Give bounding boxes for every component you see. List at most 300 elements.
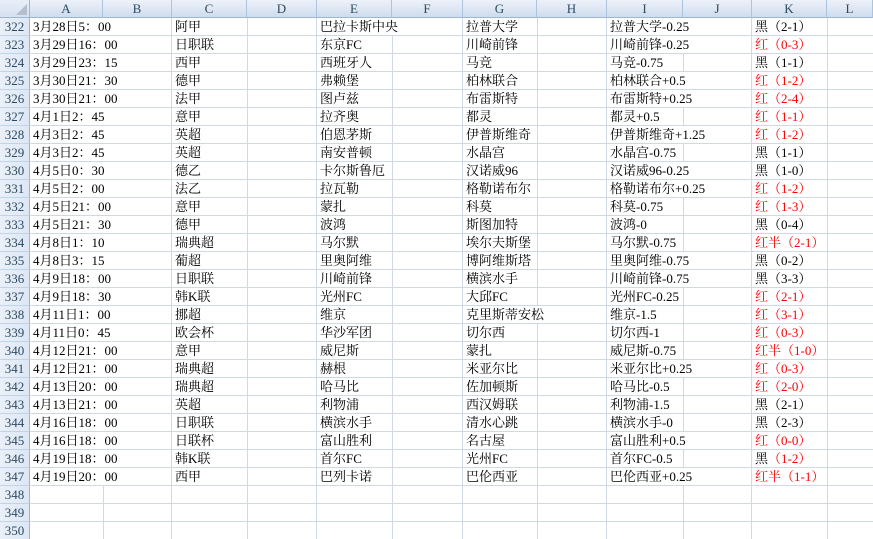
cell-league[interactable] <box>172 396 317 414</box>
cell-text <box>755 127 811 142</box>
cell-handicap[interactable] <box>607 468 752 486</box>
cell-time[interactable] <box>30 270 172 288</box>
cell-result[interactable] <box>752 36 873 54</box>
cell-league[interactable] <box>172 270 317 288</box>
cell-away-team[interactable] <box>463 90 607 108</box>
cell-away-team[interactable] <box>463 360 607 378</box>
column-header-K[interactable]: K <box>752 0 827 18</box>
cell-text: 埃尔夫斯堡 <box>466 235 532 250</box>
cell-text: 4月12日21：00 <box>33 361 118 376</box>
cell-result[interactable] <box>752 522 873 539</box>
cell-handicap[interactable] <box>607 72 752 90</box>
cell-time[interactable] <box>30 216 172 234</box>
cell-text: 川崎前锋 <box>320 271 373 286</box>
cell-result[interactable] <box>752 450 873 468</box>
gridline <box>392 414 393 431</box>
cell-handicap[interactable] <box>607 486 752 504</box>
row-header[interactable]: 335 <box>0 252 30 270</box>
row-header[interactable]: 331 <box>0 180 30 198</box>
row-header[interactable]: 333 <box>0 216 30 234</box>
cell-text: 4月13日21：00 <box>33 397 118 412</box>
row-header[interactable]: 345 <box>0 432 30 450</box>
cell-time[interactable] <box>30 234 172 252</box>
cell-time[interactable] <box>30 36 172 54</box>
cell-home-team[interactable] <box>317 522 463 539</box>
cell-home-team[interactable] <box>317 486 463 504</box>
cell-league[interactable] <box>172 378 317 396</box>
row-header[interactable]: 341 <box>0 360 30 378</box>
cell-time[interactable] <box>30 342 172 360</box>
cell-handicap[interactable] <box>607 396 752 414</box>
row-header[interactable]: 325 <box>0 72 30 90</box>
cell-result[interactable] <box>752 324 873 342</box>
cell-time[interactable] <box>30 108 172 126</box>
table-row <box>0 234 873 252</box>
cell-league[interactable] <box>172 288 317 306</box>
cell-league[interactable] <box>172 432 317 450</box>
gridline <box>392 252 393 269</box>
cell-league[interactable] <box>172 522 317 539</box>
result-prefix: 红半 <box>755 343 782 358</box>
cell-time[interactable] <box>30 432 172 450</box>
cell-time[interactable] <box>30 324 172 342</box>
gridline <box>392 504 393 521</box>
cell-text: 光州FC-0.25 <box>610 289 679 304</box>
row-header[interactable]: 342 <box>0 378 30 396</box>
cell-text: 意甲 <box>175 343 202 358</box>
column-header-B[interactable]: B <box>103 0 172 18</box>
cell-away-team[interactable] <box>463 144 607 162</box>
gridline <box>247 468 248 485</box>
gridline <box>247 36 248 53</box>
cell-home-team[interactable] <box>317 162 463 180</box>
cell-away-team[interactable] <box>463 36 607 54</box>
result-score: （0-3） <box>768 361 812 376</box>
cell-result[interactable] <box>752 270 873 288</box>
cell-text: 瑞典超 <box>175 361 215 376</box>
cell-text: 拉瓦勒 <box>320 181 360 196</box>
cell-handicap[interactable] <box>607 324 752 342</box>
column-header-D[interactable]: D <box>247 0 317 18</box>
cell-handicap[interactable] <box>607 18 752 36</box>
cell-result[interactable] <box>752 180 873 198</box>
cell-away-team[interactable] <box>463 180 607 198</box>
result-prefix: 黑 <box>755 19 769 34</box>
gridline <box>537 342 538 359</box>
cell-league[interactable] <box>172 108 317 126</box>
cell-time[interactable] <box>30 54 172 72</box>
cell-time[interactable] <box>30 468 172 486</box>
cell-home-team[interactable] <box>317 108 463 126</box>
cell-home-team[interactable] <box>317 180 463 198</box>
cell-handicap[interactable] <box>607 378 752 396</box>
cell-text: 汉诺威96-0.25 <box>610 163 690 178</box>
cell-text: 马竞 <box>466 55 493 70</box>
cell-handicap[interactable] <box>607 342 752 360</box>
row-header[interactable]: 323 <box>0 36 30 54</box>
cell-text: 4月16日18：00 <box>33 415 118 430</box>
cell-away-team[interactable] <box>463 54 607 72</box>
cell-home-team[interactable] <box>317 270 463 288</box>
cell-home-team[interactable] <box>317 144 463 162</box>
cell-home-team[interactable] <box>317 90 463 108</box>
cell-text: 首尔FC-0.5 <box>610 451 673 466</box>
cell-time[interactable] <box>30 486 172 504</box>
cell-time[interactable] <box>30 252 172 270</box>
cell-result[interactable] <box>752 288 873 306</box>
cell-time[interactable] <box>30 360 172 378</box>
cell-handicap[interactable] <box>607 360 752 378</box>
column-header-L[interactable]: L <box>827 0 873 18</box>
cell-league[interactable] <box>172 72 317 90</box>
cell-handicap[interactable] <box>607 234 752 252</box>
cell-handicap[interactable] <box>607 144 752 162</box>
cell-league[interactable] <box>172 234 317 252</box>
cell-league[interactable] <box>172 216 317 234</box>
cell-away-team[interactable] <box>463 126 607 144</box>
row-header[interactable]: 330 <box>0 162 30 180</box>
cell-result[interactable] <box>752 432 873 450</box>
cell-time[interactable] <box>30 90 172 108</box>
gridline <box>827 450 828 467</box>
cell-league[interactable] <box>172 252 317 270</box>
cell-result[interactable] <box>752 54 873 72</box>
cell-text <box>755 325 811 340</box>
cell-handicap[interactable] <box>607 306 752 324</box>
column-header-E[interactable]: E <box>317 0 392 18</box>
cell-handicap[interactable] <box>607 162 752 180</box>
gridline <box>683 378 684 395</box>
row-header[interactable]: 336 <box>0 270 30 288</box>
cell-text: 横滨水手 <box>466 271 519 286</box>
cell-time[interactable] <box>30 162 172 180</box>
row-header[interactable]: 329 <box>0 144 30 162</box>
cell-away-team[interactable] <box>463 288 607 306</box>
cell-away-team[interactable] <box>463 522 607 539</box>
cell-league[interactable] <box>172 342 317 360</box>
gridline <box>392 270 393 287</box>
cell-text: 4月9日18：00 <box>33 271 112 286</box>
cell-away-team[interactable] <box>463 468 607 486</box>
cell-away-team[interactable] <box>463 162 607 180</box>
cell-time[interactable] <box>30 180 172 198</box>
cell-home-team[interactable] <box>317 126 463 144</box>
gridline <box>827 162 828 179</box>
row-header[interactable]: 344 <box>0 414 30 432</box>
cell-time[interactable] <box>30 450 172 468</box>
cell-text <box>755 181 811 196</box>
cell-result[interactable] <box>752 306 873 324</box>
cell-home-team[interactable] <box>317 324 463 342</box>
cell-time[interactable] <box>30 144 172 162</box>
table-row <box>0 324 873 342</box>
cell-handicap[interactable] <box>607 216 752 234</box>
cell-home-team[interactable] <box>317 216 463 234</box>
cell-text: 水晶宫 <box>466 145 506 160</box>
cell-text: 法甲 <box>175 91 202 106</box>
cell-time[interactable] <box>30 18 172 36</box>
cell-text: 米亚尔比 <box>466 361 519 376</box>
cell-text: 日职联 <box>175 415 215 430</box>
cell-away-team[interactable] <box>463 234 607 252</box>
cell-result[interactable] <box>752 396 873 414</box>
table-row <box>0 162 873 180</box>
cell-handicap[interactable] <box>607 414 752 432</box>
cell-away-team[interactable] <box>463 18 607 36</box>
cell-home-team[interactable] <box>317 396 463 414</box>
cell-league[interactable] <box>172 162 317 180</box>
row-header[interactable]: 339 <box>0 324 30 342</box>
cell-league[interactable] <box>172 126 317 144</box>
cell-home-team[interactable] <box>317 504 463 522</box>
result-score: （1-3） <box>768 199 812 214</box>
gridline <box>392 432 393 449</box>
cell-text: 富山胜利+0.5 <box>610 433 686 448</box>
cell-away-team[interactable] <box>463 414 607 432</box>
cell-league[interactable] <box>172 144 317 162</box>
cell-home-team[interactable] <box>317 72 463 90</box>
cell-text: 汉诺威96 <box>466 163 519 178</box>
cell-text: 格勒诺布尔 <box>466 181 532 196</box>
cell-result[interactable] <box>752 414 873 432</box>
cell-away-team[interactable] <box>463 270 607 288</box>
cell-text <box>755 289 811 304</box>
gridline <box>392 126 393 143</box>
row-header[interactable]: 322 <box>0 18 30 36</box>
cell-text: 斯图加特 <box>466 217 519 232</box>
cell-result[interactable] <box>752 342 873 360</box>
cell-text: 英超 <box>175 127 202 142</box>
cell-handicap[interactable] <box>607 522 752 539</box>
row-header[interactable]: 326 <box>0 90 30 108</box>
cell-text <box>755 379 811 394</box>
cell-handicap[interactable] <box>607 90 752 108</box>
cell-text: 巴伦西亚+0.25 <box>610 469 693 484</box>
cell-handicap[interactable] <box>607 504 752 522</box>
row-header[interactable]: 348 <box>0 486 30 504</box>
column-header-G[interactable]: G <box>463 0 537 18</box>
cell-away-team[interactable] <box>463 342 607 360</box>
table-row <box>0 36 873 54</box>
cell-away-team[interactable] <box>463 450 607 468</box>
cell-home-team[interactable] <box>317 342 463 360</box>
cell-text: 4月19日18：00 <box>33 451 118 466</box>
cell-away-team[interactable] <box>463 432 607 450</box>
cell-league[interactable] <box>172 180 317 198</box>
cell-result[interactable] <box>752 216 873 234</box>
column-header-A[interactable]: A <box>30 0 103 18</box>
table-row <box>0 486 873 504</box>
cell-away-team[interactable] <box>463 108 607 126</box>
cell-result[interactable] <box>752 126 873 144</box>
row-header[interactable]: 327 <box>0 108 30 126</box>
cell-home-team[interactable] <box>317 306 463 324</box>
cell-result[interactable] <box>752 198 873 216</box>
cell-league[interactable] <box>172 468 317 486</box>
cell-result[interactable] <box>752 504 873 522</box>
cell-home-team[interactable] <box>317 414 463 432</box>
cell-result[interactable] <box>752 468 873 486</box>
row-header[interactable]: 328 <box>0 126 30 144</box>
row-header[interactable]: 346 <box>0 450 30 468</box>
gridline <box>827 36 828 53</box>
cell-result[interactable] <box>752 252 873 270</box>
cell-text: 维京-1.5 <box>610 307 657 322</box>
column-header-C[interactable]: C <box>172 0 247 18</box>
cell-home-team[interactable] <box>317 252 463 270</box>
cell-text: 西甲 <box>175 55 202 70</box>
cell-league[interactable] <box>172 18 317 36</box>
column-header-J[interactable]: J <box>683 0 752 18</box>
gridline <box>683 198 684 215</box>
cell-away-team[interactable] <box>463 198 607 216</box>
column-header-F[interactable]: F <box>392 0 463 18</box>
cell-text: 瑞典超 <box>175 379 215 394</box>
cell-home-team[interactable] <box>317 54 463 72</box>
cell-away-team[interactable] <box>463 378 607 396</box>
cell-handicap[interactable] <box>607 36 752 54</box>
cell-league[interactable] <box>172 360 317 378</box>
column-header-H[interactable]: H <box>537 0 607 18</box>
result-score: （1-1） <box>768 55 812 70</box>
row-header[interactable]: 338 <box>0 306 30 324</box>
cell-time[interactable] <box>30 378 172 396</box>
cell-away-team[interactable] <box>463 252 607 270</box>
cell-text <box>755 343 824 358</box>
row-header[interactable]: 340 <box>0 342 30 360</box>
column-header-I[interactable]: I <box>607 0 683 18</box>
result-prefix: 黑 <box>755 397 769 412</box>
select-all-button[interactable] <box>0 0 30 18</box>
cell-away-team[interactable] <box>463 72 607 90</box>
result-score: （0-4） <box>768 217 812 232</box>
result-score: （1-2） <box>768 127 812 142</box>
cell-result[interactable] <box>752 486 873 504</box>
cell-result[interactable] <box>752 144 873 162</box>
cell-league[interactable] <box>172 198 317 216</box>
gridline <box>392 36 393 53</box>
cell-text: 3月30日21：30 <box>33 73 118 88</box>
cell-away-team[interactable] <box>463 216 607 234</box>
cell-handicap[interactable] <box>607 252 752 270</box>
cell-league[interactable] <box>172 36 317 54</box>
row-header[interactable]: 324 <box>0 54 30 72</box>
cell-result[interactable] <box>752 72 873 90</box>
cell-text: 首尔FC <box>320 451 362 466</box>
cell-home-team[interactable] <box>317 360 463 378</box>
cell-league[interactable] <box>172 504 317 522</box>
gridline <box>247 270 248 287</box>
cell-handicap[interactable] <box>607 450 752 468</box>
row-header[interactable]: 343 <box>0 396 30 414</box>
cell-text <box>755 145 811 160</box>
cell-home-team[interactable] <box>317 468 463 486</box>
cell-time[interactable] <box>30 396 172 414</box>
row-header[interactable]: 332 <box>0 198 30 216</box>
cell-result[interactable] <box>752 108 873 126</box>
cell-away-team[interactable] <box>463 504 607 522</box>
cell-away-team[interactable] <box>463 306 607 324</box>
row-header[interactable]: 337 <box>0 288 30 306</box>
cell-league[interactable] <box>172 306 317 324</box>
cell-time[interactable] <box>30 288 172 306</box>
cell-text: 格勒诺布尔+0.25 <box>610 181 706 196</box>
cell-result[interactable] <box>752 90 873 108</box>
cell-time[interactable] <box>30 306 172 324</box>
cell-league[interactable] <box>172 414 317 432</box>
cell-time[interactable] <box>30 126 172 144</box>
gridline <box>247 144 248 161</box>
cell-time[interactable] <box>30 414 172 432</box>
gridline <box>392 180 393 197</box>
gridline <box>392 396 393 413</box>
gridline <box>392 54 393 71</box>
gridline <box>537 396 538 413</box>
row-header[interactable]: 349 <box>0 504 30 522</box>
cell-handicap[interactable] <box>607 432 752 450</box>
cell-text: 伊普斯维奇 <box>466 127 532 142</box>
row-header[interactable]: 334 <box>0 234 30 252</box>
gridline <box>392 144 393 161</box>
cell-home-team[interactable] <box>317 378 463 396</box>
cell-home-team[interactable] <box>317 36 463 54</box>
row-header[interactable]: 350 <box>0 522 30 539</box>
cell-text <box>755 19 811 34</box>
cell-time[interactable] <box>30 522 172 539</box>
cell-handicap[interactable] <box>607 288 752 306</box>
result-score: （2-3） <box>768 415 812 430</box>
cell-away-team[interactable] <box>463 396 607 414</box>
table-row <box>0 450 873 468</box>
cell-time[interactable] <box>30 504 172 522</box>
cell-home-team[interactable] <box>317 234 463 252</box>
cell-league[interactable] <box>172 450 317 468</box>
cell-home-team[interactable] <box>317 432 463 450</box>
cell-text: 切尔西 <box>466 325 506 340</box>
cell-text: 都灵+0.5 <box>610 109 660 124</box>
cell-home-team[interactable] <box>317 198 463 216</box>
cell-away-team[interactable] <box>463 486 607 504</box>
cell-result[interactable] <box>752 378 873 396</box>
cell-result[interactable] <box>752 360 873 378</box>
cell-time[interactable] <box>30 198 172 216</box>
cell-home-team[interactable] <box>317 18 463 36</box>
cell-result[interactable] <box>752 18 873 36</box>
gridline <box>827 108 828 125</box>
cell-league[interactable] <box>172 324 317 342</box>
cell-home-team[interactable] <box>317 288 463 306</box>
cell-home-team[interactable] <box>317 450 463 468</box>
cell-result[interactable] <box>752 234 873 252</box>
cell-handicap[interactable] <box>607 198 752 216</box>
result-score: （1-2） <box>768 73 812 88</box>
cell-league[interactable] <box>172 54 317 72</box>
cell-handicap[interactable] <box>607 180 752 198</box>
cell-away-team[interactable] <box>463 324 607 342</box>
result-score: （2-1） <box>768 289 812 304</box>
gridline <box>537 72 538 89</box>
cell-league[interactable] <box>172 486 317 504</box>
cell-handicap[interactable] <box>607 270 752 288</box>
cell-time[interactable] <box>30 72 172 90</box>
row-header[interactable]: 347 <box>0 468 30 486</box>
cell-text: 西班牙人 <box>320 55 373 70</box>
cell-league[interactable] <box>172 90 317 108</box>
cell-handicap[interactable] <box>607 108 752 126</box>
cell-handicap[interactable] <box>607 126 752 144</box>
cell-result[interactable] <box>752 162 873 180</box>
cell-handicap[interactable] <box>607 54 752 72</box>
